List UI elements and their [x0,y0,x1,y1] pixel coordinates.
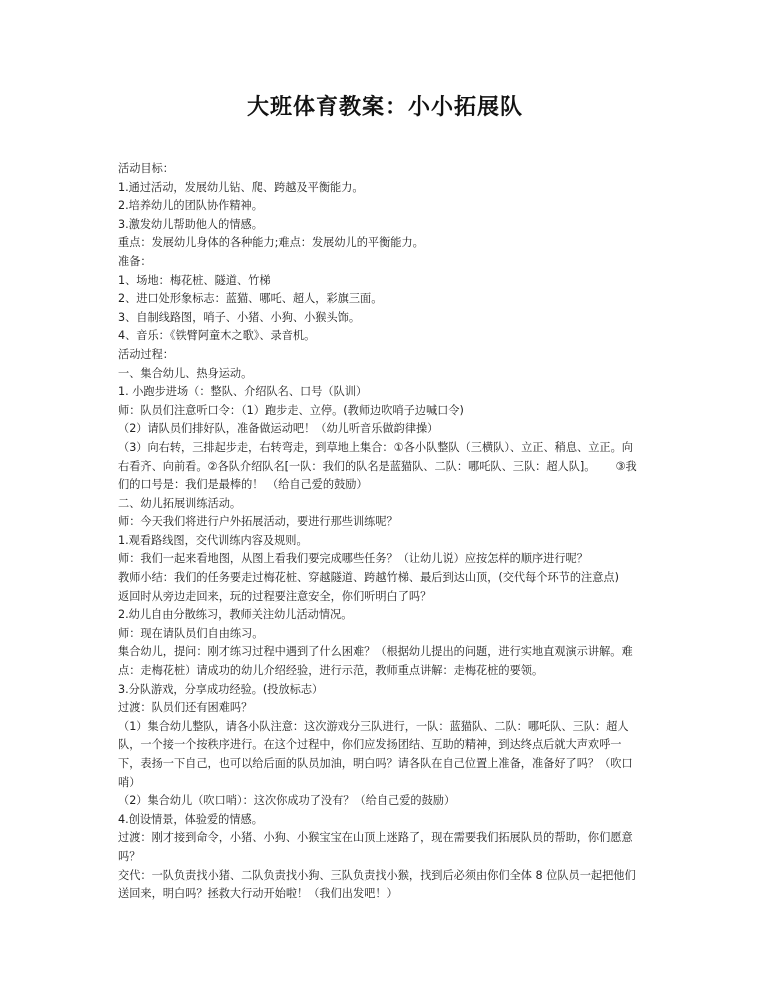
process-text-line: 过渡：刚才接到命令，小猪、小狗、小猴宝宝在山顶上迷路了，现在需要我们拓展队员的帮助，你们愿意 [118,831,633,845]
process-text-line: （3）向右转，三排起步走，右转弯走，到草地上集合：①各小队整队（三横队）、立正、稍息、立正。向 [118,440,633,454]
process-text-line: 集合幼儿，提问：刚才练习过程中遇到了什么困难？（根据幼儿提出的问题，进行实地直观演示讲解。难 [118,645,633,659]
process-text-line: 2.幼儿自由分散练习，教师关注幼儿活动情况。 [118,608,353,622]
process-text-line: 哨） [118,775,141,789]
process-text-line [118,458,658,477]
prep-item-4: 4、音乐：《铁臂阿童木之歌》、录音机。 [118,329,316,343]
process-text-line: 1. 小跑步进场（：整队、介绍队名、口号（队训） [118,385,368,399]
process-text-line: （1）集合幼儿整队，请各小队注意：这次游戏分三队进行，一队：蓝猫队、二队：哪吒队、三队：超人 [118,719,629,733]
process-text-line: 吗？ [118,849,141,863]
section-label-preparation: 准备： [118,254,152,268]
process-text-line: 返回时从旁边走回来，玩的过程要注意安全，你们听明白了吗？ [118,589,432,603]
process-text-line: （2）集合幼儿（吹口哨）：这次你成功了没有？（给自己爱的鼓励） [118,794,456,808]
process-step-heading-2: 二、幼儿拓展训练活动。 [118,496,242,510]
section-label-process: 活动过程： [118,347,174,361]
prep-item-2: 2、进口处形象标志：蓝猫、哪吒、超人，彩旗三面。 [118,292,383,306]
process-text-line: 教师小结：我们的任务要走过梅花桩、穿越隧道、跨越竹梯、最后到达山顶，(交代每个环节的注意点) [118,571,619,585]
process-text-line: 们的口号是：我们是最棒的！ （给自己爱的鼓励） [118,478,368,492]
process-text-line: 点：走梅花桩）请成功的幼儿介绍经验，进行示范，教师重点讲解：走梅花桩的要领。 [118,664,544,678]
section-label-goals: 活动目标： [118,162,174,175]
process-text-line: （2）请队员们排好队，准备做运动吧！（幼儿听音乐做韵律操） [118,422,439,436]
prep-item-1: 1、场地：梅花桩、隧道、竹梯 [118,273,271,287]
goal-item-3: 3.激发幼儿帮助他人的情感。 [118,217,263,231]
document-title: 大班体育教案：小小拓展队 [246,95,523,120]
process-text-line: 师：现在请队员们自由练习。 [118,626,264,640]
key-points-line: 重点：发展幼儿身体的各种能力;难点：发展幼儿的平衡能力。 [118,236,424,250]
process-text-line: 1.观看路线图，交代训练内容及规则。 [118,533,308,547]
goal-item-1: 1.通过活动，发展幼儿钻、爬、跨越及平衡能力。 [118,180,364,194]
document-body [118,160,658,904]
process-text-line: 交代：一队负责找小猪、二队负责找小狗、三队负责找小猴，找到后必须由你们全体 8 位队员一起把他们 [118,868,636,882]
process-step-heading-1: 一、集合幼儿、热身运动。 [118,366,253,380]
process-text-line: 3.分队游戏，分享成功经验。(投放标志） [118,682,324,696]
process-text-line: 过渡：队员们还有困难吗？ [118,701,253,715]
process-text-line: 师：我们一起来看地图，从图上看我们要完成哪些任务？（让幼儿说）应按怎样的顺序进行呢？ [118,552,588,566]
prep-item-3: 3、自制线路图，哨子、小猪、小狗、小猴头饰。 [118,310,361,324]
process-text-segment: ③我 [615,459,637,473]
process-text-line: 师：队员们注意听口令：（1）跑步走、立停。(教师边吹哨子边喊口令) [118,403,464,417]
process-text-line: 4.创设情景，体验爱的情感。 [118,812,263,826]
process-text-line: 师：今天我们将进行户外拓展活动，要进行那些训练呢？ [118,515,398,529]
process-text-line: 队，一个接一个按秩序进行。在这个过程中，你们应发扬团结、互助的精神，到达终点后就大声欢呼一 [118,738,622,752]
process-text-line: 送回来，明白吗？拯救大行动开始啦！（我们出发吧！） [118,887,398,901]
goal-item-2: 2.培养幼儿的团队协作精神。 [118,199,263,213]
process-text-line: 下，表扬一下自己，也可以给后面的队员加油，明白吗？请各队在自己位置上准备，准备好了吗？（吹口 [118,757,633,770]
process-text-segment: 右看齐、向前看。②各队介绍队名[一队：我们的队名是蓝猫队、二队：哪吒队、三队：超人队]。 [118,459,596,473]
